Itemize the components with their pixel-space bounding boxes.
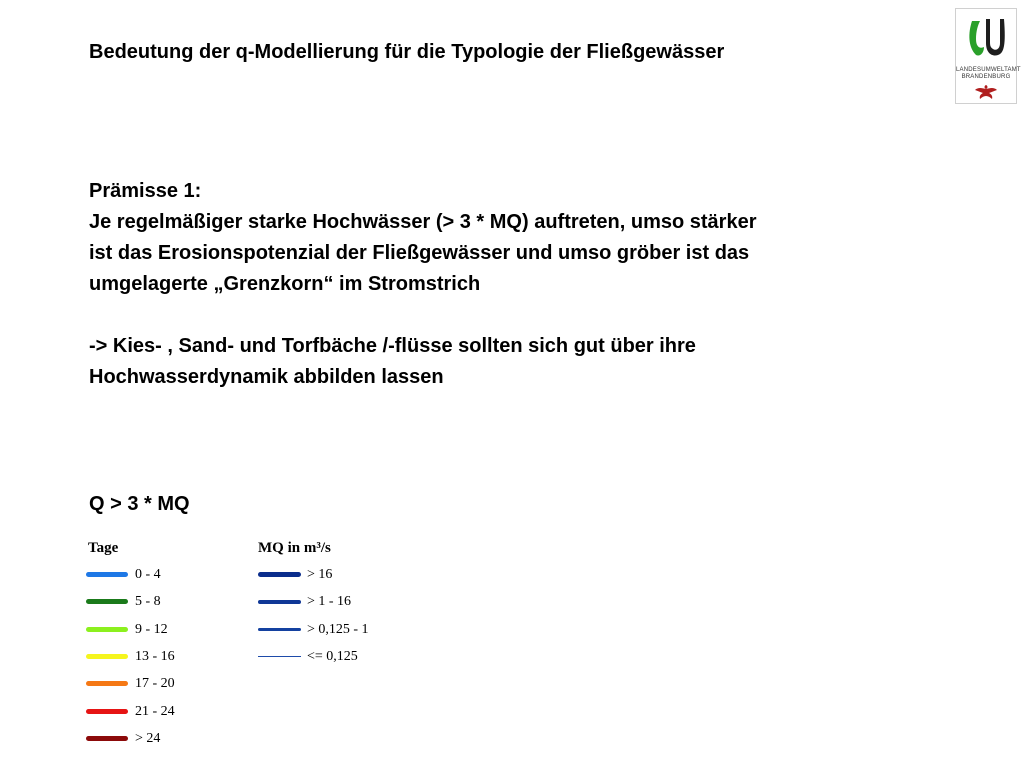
legend-swatch-line [86, 627, 128, 632]
legend-swatch-line [86, 599, 128, 604]
legend-label: > 1 - 16 [307, 594, 352, 609]
legend-label: 13 - 16 [135, 649, 175, 664]
legend-mq-item [258, 592, 398, 612]
legend-swatch-line [258, 600, 301, 604]
slide-title: Bedeutung der q-Modellierung für die Typologie der Fließgewässer [89, 41, 725, 63]
logo-text-line2: BRANDENBURG [961, 74, 1011, 80]
legend-tage-item [86, 565, 206, 585]
legend-label: > 0,125 - 1 [307, 622, 369, 637]
spacer [89, 300, 959, 331]
legend-swatch-line [86, 709, 128, 714]
conclusion-line: -> Kies- , Sand- und Torfbäche /-flüsse sollten sich gut über ihre [89, 335, 696, 357]
legend-label: 0 - 4 [135, 567, 161, 582]
legend-label: > 16 [307, 567, 333, 582]
legend-swatch-line [86, 681, 128, 686]
premise-line: ist das Erosionspotenzial der Fließgewässer und umso gröber ist das [89, 242, 750, 264]
premise-heading: Prämisse 1: [89, 180, 202, 202]
legend-label: 17 - 20 [135, 676, 175, 691]
legend-label: > 24 [135, 731, 161, 746]
q-threshold-heading: Q > 3 * MQ [89, 493, 190, 515]
legend-tage-item [86, 647, 206, 667]
legend-swatch-line [258, 572, 301, 577]
legend-label: 21 - 24 [135, 704, 175, 719]
logo-text-line1: LANDESUMWELTAMT [956, 67, 1021, 73]
legend-tage-item [86, 729, 206, 749]
legend-swatch-line [86, 572, 128, 577]
conclusion-line: Hochwasserdynamik abbilden lassen [89, 366, 444, 388]
landesumweltamt-mark-icon [962, 13, 1010, 61]
legend-swatch-line [86, 736, 128, 741]
legend-tage-title: Tage [88, 540, 119, 556]
legend-tage-item [86, 620, 206, 640]
legend-swatch-line [86, 654, 128, 659]
legend-mq-item [258, 565, 398, 585]
legend-mq-item [258, 620, 398, 640]
legend-tage-item [86, 702, 206, 722]
legend-mq-title: MQ in m³/s [258, 540, 331, 556]
landesumweltamt-logo [955, 8, 1021, 104]
legend-mq-item [258, 647, 398, 667]
eagle-icon [974, 83, 998, 101]
premise-line: umgelagerte „Grenzkorn“ im Stromstrich [89, 273, 481, 295]
legend-label: 5 - 8 [135, 594, 161, 609]
legend-swatch-line [258, 628, 301, 631]
legend-label: <= 0,125 [307, 649, 358, 664]
premise-line: Je regelmäßiger starke Hochwässer (> 3 * MQ) auftreten, umso stärker [89, 211, 757, 233]
legend-tage-item [86, 674, 206, 694]
legend-swatch-line [258, 656, 301, 657]
premise-block [89, 176, 959, 393]
legend-tage-item [86, 592, 206, 612]
legend-label: 9 - 12 [135, 622, 168, 637]
